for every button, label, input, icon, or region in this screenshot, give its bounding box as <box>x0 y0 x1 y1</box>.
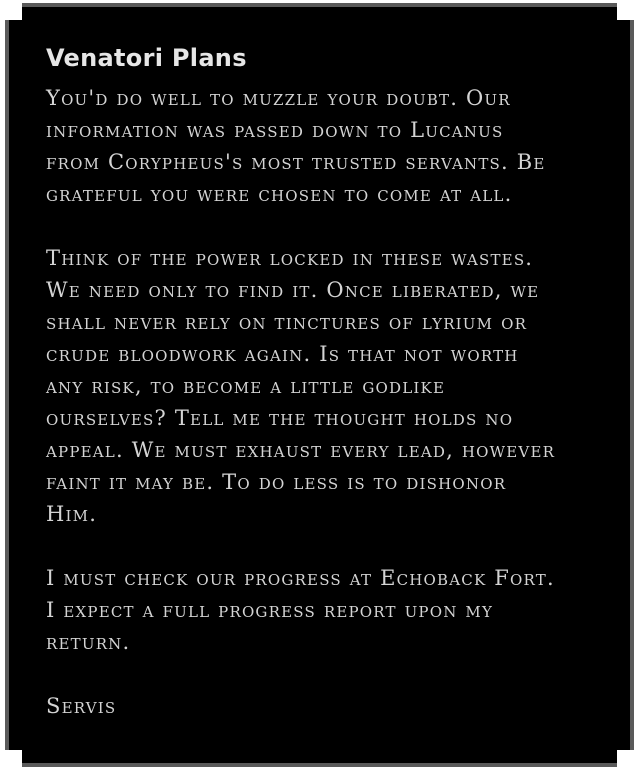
codex-content <box>46 44 606 722</box>
codex-paragraph-2: Think of the power locked in these wastes. We need only to find it. Once liberated, we shall never rely on tinctures of lyrium or crude bloodwork again. Is that not worth any risk, to become a little godlike ourselves? Tell me the thought holds no appeal. We must exhaust every lead, however faint it may be. To do less is to dishonor Him. <box>46 246 556 526</box>
codex-paragraph-1: You'd do well to muzzle your doubt. Our information was passed down to Lucanus from Corypheus's most trusted servants. Be grateful you were chosen to come at all. <box>46 86 546 206</box>
codex-paragraph-3: I must check our progress at Echoback Fort. I expect a full progress report upon my return. <box>46 566 555 654</box>
codex-title: Venatori Plans <box>46 44 247 72</box>
codex-signature: Servis <box>46 694 117 718</box>
